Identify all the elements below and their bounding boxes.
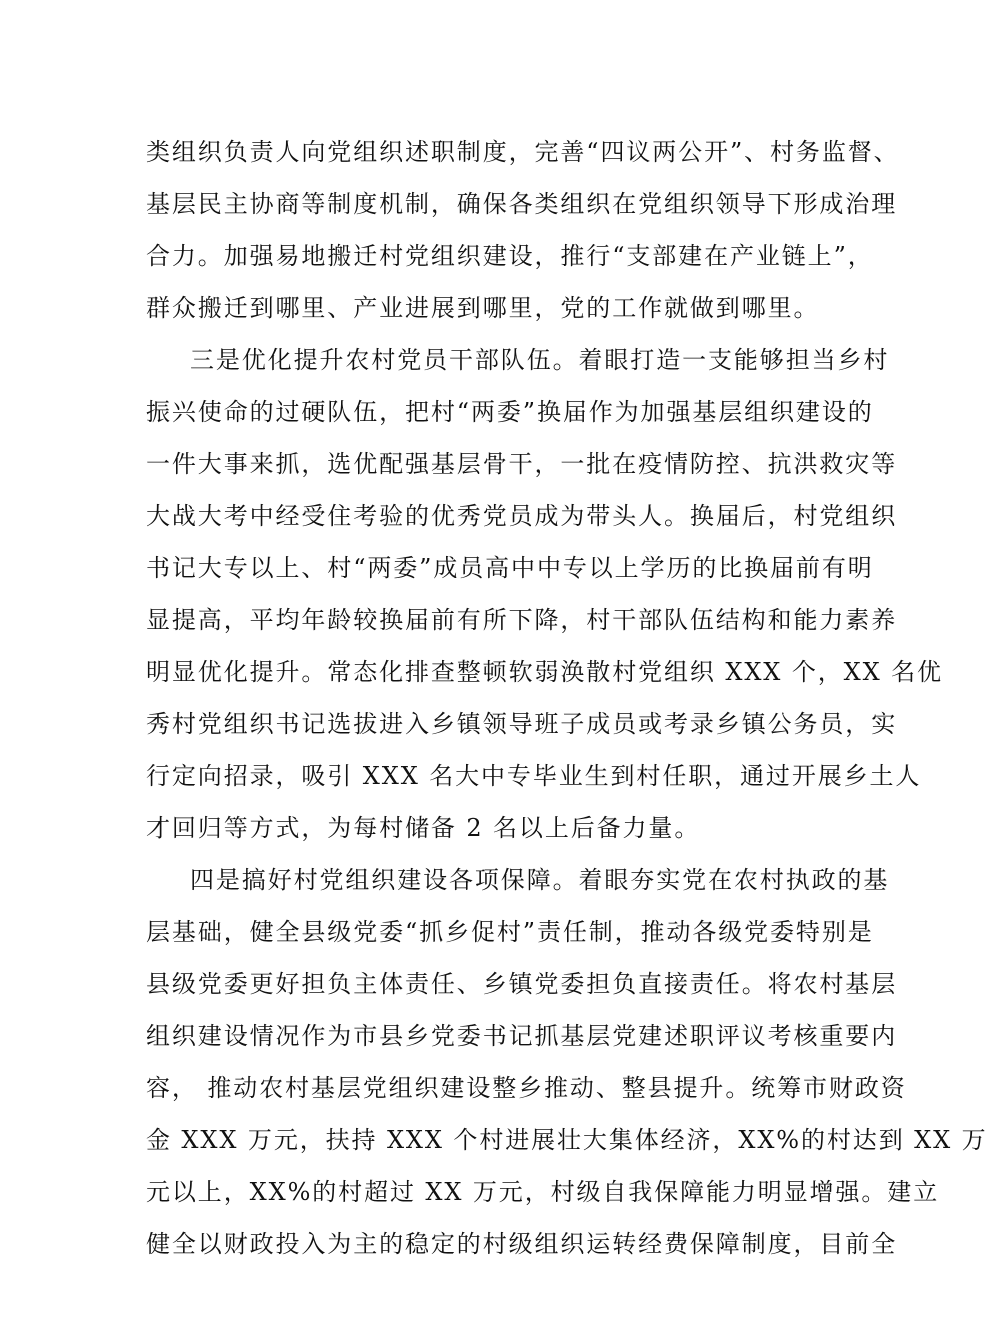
text-line: 合力。加强易地搬迁村党组织建设，推行“支部建在产业链上”， (146, 242, 874, 270)
text-line: 大战大考中经受住考验的优秀党员成为带头人。换届后，村党组织 (146, 502, 898, 530)
text-line: 健全以财政投入为主的稳定的村级组织运转经费保障制度，目前全 (146, 1230, 898, 1258)
text-line: 振兴使命的过硬队伍，把村“两委”换届作为加强基层组织建设的 (146, 398, 874, 426)
body-text (146, 126, 988, 1270)
text-line: 显提高，平均年龄较换届前有所下降，村干部队伍结构和能力素养 (146, 606, 898, 634)
text-line: 金 XXX 万元，扶持 XXX 个村进展壮大集体经济，XX%的村达到 XX 万 (146, 1126, 988, 1154)
text-line: 行定向招录，吸引 XXX 名大中专毕业生到村任职，通过开展乡土人 (146, 762, 922, 790)
text-line: 容， 推动农村基层党组织建设整乡推动、整县提升。统筹市财政资 (146, 1074, 907, 1102)
text-line: 组织建设情况作为市县乡党委书记抓基层党建述职评议考核重要内 (146, 1022, 898, 1050)
text-line: 一件大事来抓，选优配强基层骨干，一批在疫情防控、抗洪救灾等 (146, 450, 898, 478)
text-line: 秀村党组织书记选拔进入乡镇领导班子成员或考录乡镇公务员，实 (146, 710, 898, 738)
text-line: 基层民主协商等制度机制，确保各类组织在党组织领导下形成治理 (146, 190, 898, 218)
text-line: 才回归等方式，为每村储备 2 名以上后备力量。 (146, 814, 701, 842)
paragraph-first-line: 三是优化提升农村党员干部队伍。着眼打造一支能够担当乡村 (190, 346, 890, 374)
text-line: 明显优化提升。常态化排查整顿软弱涣散村党组织 XXX 个，XX 名优 (146, 658, 943, 686)
text-line: 类组织负责人向党组织述职制度，完善“四议两公开”、村务监督、 (146, 138, 900, 166)
paragraph-first-line: 四是搞好村党组织建设各项保障。着眼夯实党在农村执政的基 (190, 866, 890, 894)
text-line: 书记大专以上、村“两委”成员高中中专以上学历的比换届前有明 (146, 554, 874, 582)
text-line: 县级党委更好担负主体责任、乡镇党委担负直接责任。将农村基层 (146, 970, 898, 998)
text-line: 元以上，XX%的村超过 XX 万元，村级自我保障能力明显增强。建立 (146, 1178, 940, 1206)
text-line: 群众搬迁到哪里、产业进展到哪里，党的工作就做到哪里。 (146, 294, 820, 322)
text-line: 层基础，健全县级党委“抓乡促村”责任制，推动各级党委特别是 (146, 918, 874, 946)
